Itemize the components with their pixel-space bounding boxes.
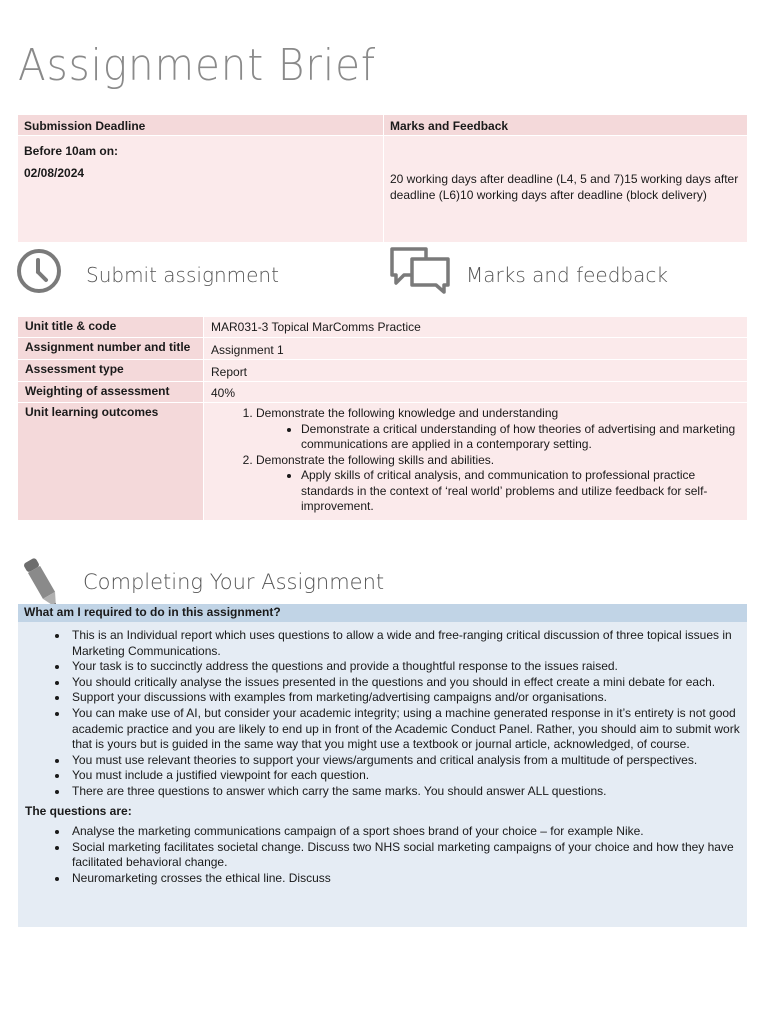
requirement-item: • There are three questions to answer which carry the same marks. You should answer ALL questions. [69,784,747,800]
completing-heading: Completing Your Assignment [83,570,385,594]
chat-bubbles-icon [388,245,452,295]
weighting-value: 40% [204,382,747,402]
requirement-item: • You must use relevant theories to support your views/arguments and critical analysis from a multitude of perspectives. [69,753,747,769]
assignment-number-value: Assignment 1 [204,338,747,359]
assessment-type-value: Report [204,360,747,381]
learning-outcomes-list [204,403,747,520]
question-item: • Social marketing facilitates societal change. Discuss two NHS social marketing campaigns of your choice and how they have facilitated behavioral change. [69,840,747,871]
unit-title-label: Unit title & code [18,317,203,337]
requirement-item: • This is an Individual report which uses questions to allow a wide and free-ranging critical discussion of three topical issues in Marketing Communications. [69,628,747,659]
outcome-sub-item: • Demonstrate a critical understanding of how theories of advertising and marketing communications are applied in a contemporary setting. [301,422,737,453]
deadline-header: Submission Deadline [18,115,383,135]
requirement-item: • You can make use of AI, but consider your academic integrity; using a machine generated response in it’s entirety is not good academic practice and you are likely to end up in front of the Academic Conduct Panel. Rather, you should aim to submit work that is yours but is guided in the same way that you might use a textbook or journal article, acknowledged, of course. [69,706,747,753]
clock-icon [16,248,62,294]
questions-label: The questions are: [25,804,132,818]
requirements-list [18,628,747,800]
outcome-item [256,406,737,453]
requirement-item: • Support your discussions with examples from marketing/advertising campaigns and/or organisations. [69,690,747,706]
question-item: • Neuromarketing crosses the ethical line. Discuss [69,871,747,887]
outcome-item [256,453,737,515]
marks-feedback-label: Marks and feedback [466,263,668,287]
assignment-number-label: Assignment number and title [18,338,203,359]
weighting-label: Weighting of assessment [18,382,203,402]
outcome-text: Demonstrate the following skills and abilities. [256,452,495,467]
requirements-header: What am I required to do in this assignment? [18,604,747,622]
unit-title-value: MAR031-3 Topical MarComms Practice [204,317,747,337]
outcome-text: Demonstrate the following knowledge and understanding [256,406,559,420]
assessment-type-label: Assessment type [18,360,203,381]
questions-list [18,824,747,886]
question-item: • Analyse the marketing communications campaign of a sport shoes brand of your choice – for example Nike. [69,824,747,840]
requirement-item: • You should critically analyse the issues presented in the questions and you should in effect create a mini debate for each. [69,675,747,691]
marks-text: 20 working days after deadline (L4, 5 and 7)15 working days after deadline (L6)10 working days after deadline (block delivery) [390,172,739,202]
deadline-date: 02/08/2024 [24,166,85,180]
deadline-line1: Before 10am on: [24,144,119,158]
requirement-item: • You must include a justified viewpoint for each question. [69,768,747,784]
submit-assignment-label: Submit assignment [86,263,279,287]
page-title: Assignment Brief [18,40,377,91]
marks-header: Marks and Feedback [384,115,747,135]
requirement-item: • Your task is to succinctly address the questions and provide a thoughtful response to the issues raised. [69,659,747,675]
outcome-sub-item: • Apply skills of critical analysis, and communication to professional practice standards in the context of ‘real world’ problems and utilize feedback for self-improvement. [301,468,737,515]
learning-outcomes-label: Unit learning outcomes [18,403,203,520]
